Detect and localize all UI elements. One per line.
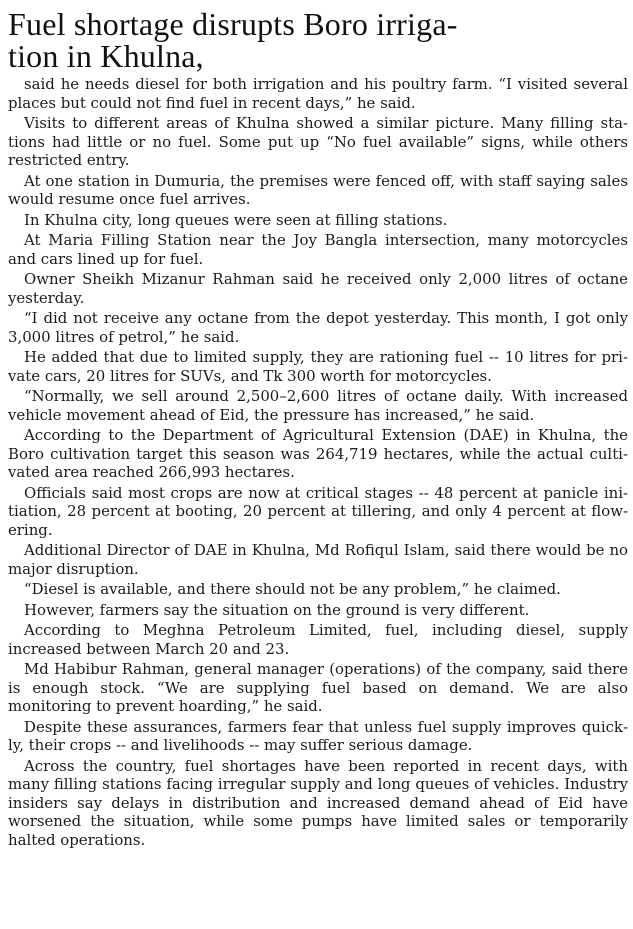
- paragraph: Owner Sheikh Mizanur Rahman said he received only 2,000 litres of octane yesterday.: [8, 270, 628, 307]
- article-body: [8, 75, 628, 849]
- paragraph: However, farmers say the situation on the ground is very different.: [24, 600, 530, 619]
- paragraph: Despite these assurances, farmers fear that unless fuel supply improves quickly, their crops -- and livelihoods -- may suffer serious damage.: [8, 717, 628, 754]
- paragraph: said he needs diesel for both irrigation and his poultry farm. “I visited several places but could not find fuel in recent days,” he said.: [8, 75, 628, 112]
- news-article: [8, 0, 628, 851]
- paragraph: At one station in Dumuria, the premises were fenced off, with staff saying sales would resume once fuel arrives.: [8, 171, 628, 208]
- paragraph: Across the country, fuel shortages have been reported in recent days, with many filling stations facing irregular supply and long queues of vehicles. Industry insiders say delays in distribution and increased demand ahead of Eid have worsened the situation, while some pumps have limited sales or temporarily halted operations.: [8, 756, 628, 849]
- headline: [8, 8, 628, 72]
- paragraph: “I did not receive any octane from the depot yesterday. This month, I got only 3,000 litres of petrol,” he said.: [8, 309, 628, 346]
- paragraph: In Khulna city, long queues were seen at filling stations.: [24, 210, 448, 229]
- paragraph: Officials said most crops are now at critical stages -- 48 percent at panicle initiation, 28 percent at booting, 20 percent at tillering, and only 4 percent at flowering.: [8, 483, 628, 539]
- headline-line-2: tion in Khulna,: [8, 38, 204, 74]
- paragraph: Md Habibur Rahman, general manager (operations) of the company, said there is enough stock. “We are supplying fuel based on demand. We are also monitoring to prevent hoarding,” he said.: [8, 660, 628, 715]
- paragraph: “Diesel is available, and there should not be any problem,” he claimed.: [24, 580, 561, 598]
- paragraph: “Normally, we sell around 2,500–2,600 litres of octane daily. With increased vehicle movement ahead of Eid, the pressure has increased,” he said.: [8, 387, 628, 424]
- paragraph: According to the Department of Agricultural Extension (DAE) in Khulna, the Boro cultivation target this season was 264,719 hectares, while the actual cultivated area reached 266,993 hectares.: [8, 426, 628, 481]
- paragraph: He added that due to limited supply, they are rationing fuel -- 10 litres for private cars, 20 litres for SUVs, and Tk 300 worth for motorcycles.: [8, 348, 628, 385]
- headline-line-1: Fuel shortage disrupts Boro irriga-: [8, 6, 458, 42]
- paragraph: Visits to different areas of Khulna showed a similar picture. Many filling stations had little or no fuel. Some put up “No fuel available” signs, while others restricted entry.: [8, 114, 628, 169]
- paragraph: At Maria Filling Station near the Joy Bangla intersection, many motorcycles and cars lined up for fuel.: [8, 231, 628, 268]
- paragraph: Additional Director of DAE in Khulna, Md Rofiqul Islam, said there would be no major disruption.: [8, 541, 628, 578]
- paragraph: According to Meghna Petroleum Limited, fuel, including diesel, supply increased between March 20 and 23.: [8, 621, 628, 658]
